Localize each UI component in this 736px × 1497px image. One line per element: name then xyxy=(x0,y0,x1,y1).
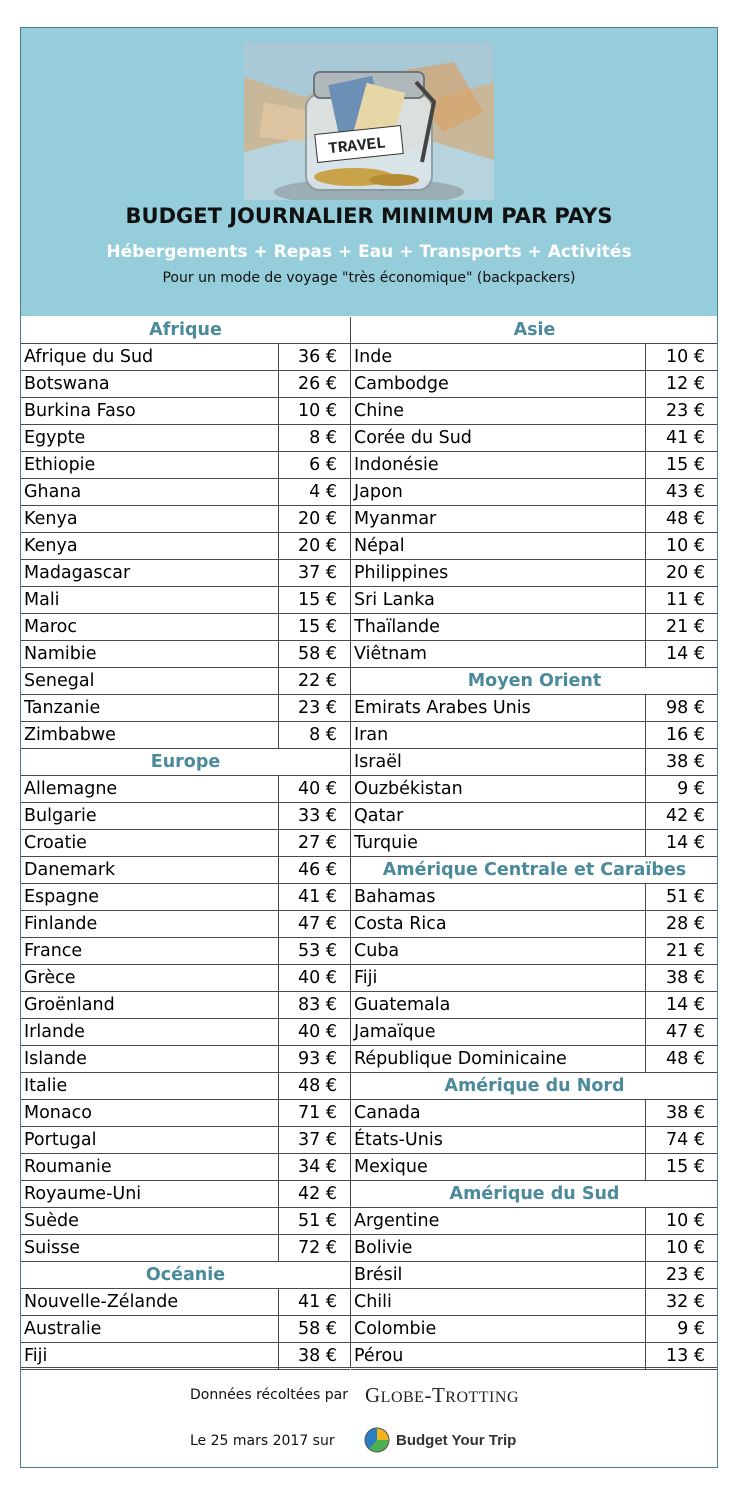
country-name: Espagne xyxy=(24,887,99,907)
country-name: Japon xyxy=(354,482,403,502)
country-name: Madagascar xyxy=(24,563,131,583)
region-label: Asie xyxy=(513,320,556,340)
daily-budget-value: 41 € xyxy=(645,425,718,451)
country-name: Namibie xyxy=(24,644,97,664)
region-label: Amérique du Sud xyxy=(449,1184,620,1204)
daily-budget-value: 37 € xyxy=(278,1127,350,1153)
country-name: Pérou xyxy=(354,1346,404,1366)
country-name: Indonésie xyxy=(354,455,439,475)
daily-budget-value: 16 € xyxy=(645,722,718,748)
daily-budget-value: 40 € xyxy=(278,1019,350,1045)
country-name: Argentine xyxy=(354,1211,440,1231)
daily-budget-value: 36 € xyxy=(278,344,350,370)
daily-budget-value: 27 € xyxy=(278,830,350,856)
country-name: Afrique du Sud xyxy=(24,347,154,367)
region-label: Europe xyxy=(150,752,221,772)
country-name: Australie xyxy=(24,1319,102,1339)
daily-budget-value: 22 € xyxy=(278,668,350,694)
daily-budget-value: 38 € xyxy=(645,749,718,775)
country-name: Thaïlande xyxy=(354,617,440,637)
country-name: Myanmar xyxy=(354,509,437,529)
country-name: Danemark xyxy=(24,860,116,880)
country-name: Islande xyxy=(24,1049,87,1069)
daily-budget-value: 51 € xyxy=(278,1208,350,1234)
daily-budget-value: 9 € xyxy=(645,776,718,802)
country-name: Groënland xyxy=(24,995,115,1015)
region-label: Moyen Orient xyxy=(467,671,602,691)
region-label: Amérique du Nord xyxy=(444,1076,625,1096)
country-name: Suisse xyxy=(24,1238,81,1258)
daily-budget-value: 15 € xyxy=(645,1154,718,1180)
country-name: Emirats Arabes Unis xyxy=(354,698,531,718)
country-name: Suède xyxy=(24,1211,79,1231)
country-name: Maroc xyxy=(24,617,77,637)
country-name: Egypte xyxy=(24,428,86,448)
daily-budget-value: 42 € xyxy=(278,1181,350,1207)
daily-budget-value: 20 € xyxy=(645,560,718,586)
country-name: Senegal xyxy=(24,671,95,691)
daily-budget-value: 58 € xyxy=(278,641,350,667)
country-name: Burkina Faso xyxy=(24,401,136,421)
country-name: Cuba xyxy=(354,941,400,961)
country-name: Portugal xyxy=(24,1130,97,1150)
country-name: Chili xyxy=(354,1292,392,1312)
daily-budget-value: 10 € xyxy=(645,1208,718,1234)
region-label: Amérique Centrale et Caraïbes xyxy=(382,860,687,880)
country-name: Corée du Sud xyxy=(354,428,472,448)
country-name: Allemagne xyxy=(24,779,118,799)
country-name: Sri Lanka xyxy=(354,590,435,610)
daily-budget-value: 14 € xyxy=(645,992,718,1018)
country-name: Nouvelle-Zélande xyxy=(24,1292,179,1312)
daily-budget-value: 15 € xyxy=(278,587,350,613)
daily-budget-value: 8 € xyxy=(278,722,350,748)
region-label: Afrique xyxy=(149,320,222,340)
daily-budget-value: 33 € xyxy=(278,803,350,829)
daily-budget-value: 20 € xyxy=(278,533,350,559)
daily-budget-value: 15 € xyxy=(645,452,718,478)
daily-budget-value: 10 € xyxy=(645,344,718,370)
daily-budget-value: 21 € xyxy=(645,614,718,640)
country-name: Qatar xyxy=(354,806,404,826)
daily-budget-value: 23 € xyxy=(645,398,718,424)
country-name: Monaco xyxy=(24,1103,92,1123)
daily-budget-value: 6 € xyxy=(278,452,350,478)
region-label: Océanie xyxy=(145,1265,226,1285)
country-name: Ethiopie xyxy=(24,455,96,475)
daily-budget-value: 58 € xyxy=(278,1316,350,1342)
country-name: États-Unis xyxy=(354,1130,443,1150)
country-name: Bolivie xyxy=(354,1238,413,1258)
daily-budget-value: 40 € xyxy=(278,776,350,802)
daily-budget-value: 20 € xyxy=(278,506,350,532)
daily-budget-value: 23 € xyxy=(645,1262,718,1288)
daily-budget-value: 71 € xyxy=(278,1100,350,1126)
country-name: Irlande xyxy=(24,1022,85,1042)
daily-budget-value: 42 € xyxy=(645,803,718,829)
page-title: BUDGET JOURNALIER MINIMUM PAR PAYS xyxy=(125,204,613,228)
daily-budget-value: 10 € xyxy=(278,398,350,424)
daily-budget-value: 4 € xyxy=(278,479,350,505)
country-name: Cambodge xyxy=(354,374,449,394)
country-name: Colombie xyxy=(354,1319,437,1339)
daily-budget-value: 48 € xyxy=(645,1046,718,1072)
daily-budget-value: 10 € xyxy=(645,1235,718,1261)
country-name: République Dominicaine xyxy=(354,1049,567,1069)
country-name: Costa Rica xyxy=(354,914,447,934)
daily-budget-value: 48 € xyxy=(645,506,718,532)
country-name: Mexique xyxy=(354,1157,428,1177)
country-name: Turquie xyxy=(354,833,418,853)
daily-budget-value: 12 € xyxy=(645,371,718,397)
daily-budget-value: 47 € xyxy=(278,911,350,937)
country-name: Finlande xyxy=(24,914,98,934)
daily-budget-value: 41 € xyxy=(278,1289,350,1315)
daily-budget-value: 38 € xyxy=(645,965,718,991)
daily-budget-value: 26 € xyxy=(278,371,350,397)
country-name: Viêtnam xyxy=(354,644,427,664)
country-name: Jamaïque xyxy=(354,1022,436,1042)
country-name: Fiji xyxy=(24,1346,48,1366)
daily-budget-value: 9 € xyxy=(645,1316,718,1342)
daily-budget-value: 23 € xyxy=(278,695,350,721)
country-name: Zimbabwe xyxy=(24,725,116,745)
poster-frame xyxy=(20,27,718,1468)
country-name: Mali xyxy=(24,590,60,610)
daily-budget-value: 74 € xyxy=(645,1127,718,1153)
daily-budget-value: 28 € xyxy=(645,911,718,937)
page-subtitle: Hébergements + Repas + Eau + Transports + Activités xyxy=(106,242,632,262)
daily-budget-value: 38 € xyxy=(278,1343,350,1369)
country-name: Inde xyxy=(354,347,393,367)
daily-budget-value: 47 € xyxy=(645,1019,718,1045)
daily-budget-value: 11 € xyxy=(645,587,718,613)
daily-budget-value: 51 € xyxy=(645,884,718,910)
svg-text:TRAVEL: TRAVEL xyxy=(327,134,387,159)
daily-budget-value: 41 € xyxy=(278,884,350,910)
country-name: Botswana xyxy=(24,374,110,394)
daily-budget-value: 83 € xyxy=(278,992,350,1018)
country-name: Kenya xyxy=(24,536,78,556)
country-name: Ouzbékistan xyxy=(354,779,463,799)
daily-budget-value: 10 € xyxy=(645,533,718,559)
daily-budget-value: 37 € xyxy=(278,560,350,586)
country-name: Népal xyxy=(354,536,405,556)
daily-budget-value: 8 € xyxy=(278,425,350,451)
daily-budget-value: 53 € xyxy=(278,938,350,964)
country-name: Grèce xyxy=(24,968,76,988)
country-name: Italie xyxy=(24,1076,68,1096)
country-name: Israël xyxy=(354,752,402,772)
country-name: Philippines xyxy=(354,563,449,583)
country-name: Royaume-Uni xyxy=(24,1184,142,1204)
country-name: Fiji xyxy=(354,968,378,988)
daily-budget-value: 40 € xyxy=(278,965,350,991)
daily-budget-value: 15 € xyxy=(278,614,350,640)
daily-budget-value: 14 € xyxy=(645,641,718,667)
credit-collected-by: Données récoltées par xyxy=(190,1387,348,1403)
country-name: Roumanie xyxy=(24,1157,112,1177)
daily-budget-value: 14 € xyxy=(645,830,718,856)
country-name: Chine xyxy=(354,401,405,421)
daily-budget-value: 48 € xyxy=(278,1073,350,1099)
country-name: Kenya xyxy=(24,509,78,529)
country-name: Ghana xyxy=(24,482,82,502)
country-name: Croatie xyxy=(24,833,87,853)
travel-mode-note: Pour un mode de voyage "très économique" (backpackers) xyxy=(162,270,576,286)
country-name: Tanzanie xyxy=(24,698,101,718)
credit-date-source: Le 25 mars 2017 sur xyxy=(190,1433,335,1449)
country-name: France xyxy=(24,941,83,961)
globe-trotting-logo: GLOBE-TROTTING xyxy=(365,1383,519,1407)
daily-budget-value: 34 € xyxy=(278,1154,350,1180)
daily-budget-value: 13 € xyxy=(645,1343,718,1369)
country-name: Bulgarie xyxy=(24,806,97,826)
daily-budget-value: 93 € xyxy=(278,1046,350,1072)
daily-budget-value: 98 € xyxy=(645,695,718,721)
daily-budget-value: 43 € xyxy=(645,479,718,505)
country-name: Iran xyxy=(354,725,389,745)
daily-budget-value: 38 € xyxy=(645,1100,718,1126)
daily-budget-value: 21 € xyxy=(645,938,718,964)
country-name: Brésil xyxy=(354,1265,403,1285)
budget-your-trip-label: Budget Your Trip xyxy=(396,1431,517,1449)
country-name: Guatemala xyxy=(354,995,451,1015)
daily-budget-value: 46 € xyxy=(278,857,350,883)
country-name: Canada xyxy=(354,1103,421,1123)
daily-budget-value: 32 € xyxy=(645,1289,718,1315)
daily-budget-value: 72 € xyxy=(278,1235,350,1261)
country-name: Bahamas xyxy=(354,887,436,907)
